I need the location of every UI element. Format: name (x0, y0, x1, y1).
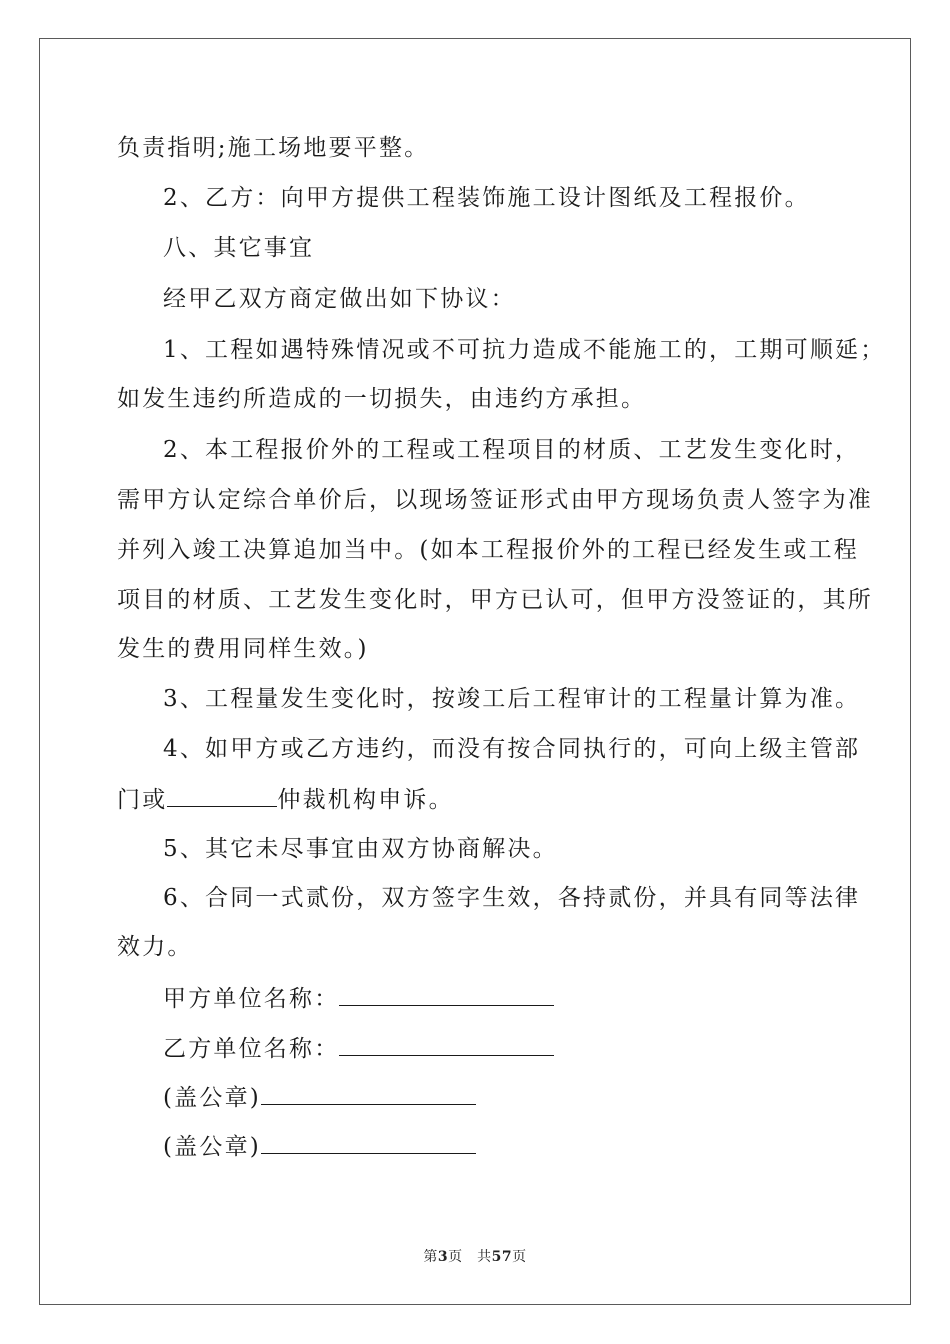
seal-line-1 (163, 1082, 476, 1113)
paragraph-line: 3、工程量发生变化时，按竣工后工程审计的工程量计算为准。 (163, 686, 861, 712)
seal-blank-1 (261, 1082, 476, 1105)
arbitration-suffix: 仲裁机构申诉。 (277, 787, 454, 813)
paragraph-line: 如发生违约所造成的一切损失，由违约方承担。 (117, 386, 647, 412)
paragraph-line: 经甲乙双方商定做出如下协议： (163, 286, 516, 312)
section-heading: 八、其它事宜 (163, 235, 315, 261)
party-a-line (163, 983, 554, 1014)
party-b-label: 乙方单位名称： (163, 1036, 340, 1062)
page-footer (0, 1246, 950, 1266)
paragraph-line: 并列入竣工决算追加当中。(如本工程报价外的工程已经发生或工程 (117, 537, 859, 563)
paragraph-line: 4、如甲方或乙方违约，而没有按合同执行的，可向上级主管部 (163, 736, 861, 762)
seal-line-2 (163, 1131, 476, 1162)
seal-blank-2 (261, 1131, 476, 1154)
seal-label: (盖公章) (163, 1085, 261, 1111)
seal-label: (盖公章) (163, 1134, 261, 1160)
page-suffix: 页 (512, 1249, 527, 1265)
paragraph-line: 5、其它未尽事宜由双方协商解决。 (163, 836, 558, 862)
page-prefix: 第 (423, 1249, 438, 1265)
paragraph-line: 1、工程如遇特殊情况或不可抗力造成不能施工的，工期可顺延； (163, 337, 886, 363)
page-total: 57 (491, 1249, 513, 1265)
party-b-line (163, 1033, 554, 1064)
page-border (39, 38, 911, 1305)
paragraph-line: 2、本工程报价外的工程或工程项目的材质、工艺发生变化时， (163, 437, 861, 463)
party-a-blank (339, 983, 554, 1006)
paragraph-line: 需甲方认定综合单价后，以现场签证形式由甲方现场负责人签字为准 (117, 487, 873, 513)
page-mid: 页 共 (448, 1249, 492, 1265)
paragraph-line: 发生的费用同样生效。) (117, 636, 369, 662)
arbitration-blank (167, 784, 277, 807)
paragraph-line: 效力。 (117, 934, 193, 960)
page-number: 3 (437, 1249, 449, 1265)
party-a-label: 甲方单位名称： (163, 986, 340, 1012)
arbitration-line (117, 784, 454, 815)
paragraph-line: 6、合同一式贰份，双方签字生效，各持贰份，并具有同等法律 (163, 885, 861, 911)
party-b-blank (339, 1033, 554, 1056)
paragraph-line: 2、乙方：向甲方提供工程装饰施工设计图纸及工程报价。 (163, 185, 810, 211)
arbitration-prefix: 门或 (117, 787, 168, 813)
paragraph-line: 项目的材质、工艺发生变化时，甲方已认可，但甲方没签证的，其所 (117, 587, 873, 613)
paragraph-line: 负责指明;施工场地要平整。 (117, 135, 430, 161)
